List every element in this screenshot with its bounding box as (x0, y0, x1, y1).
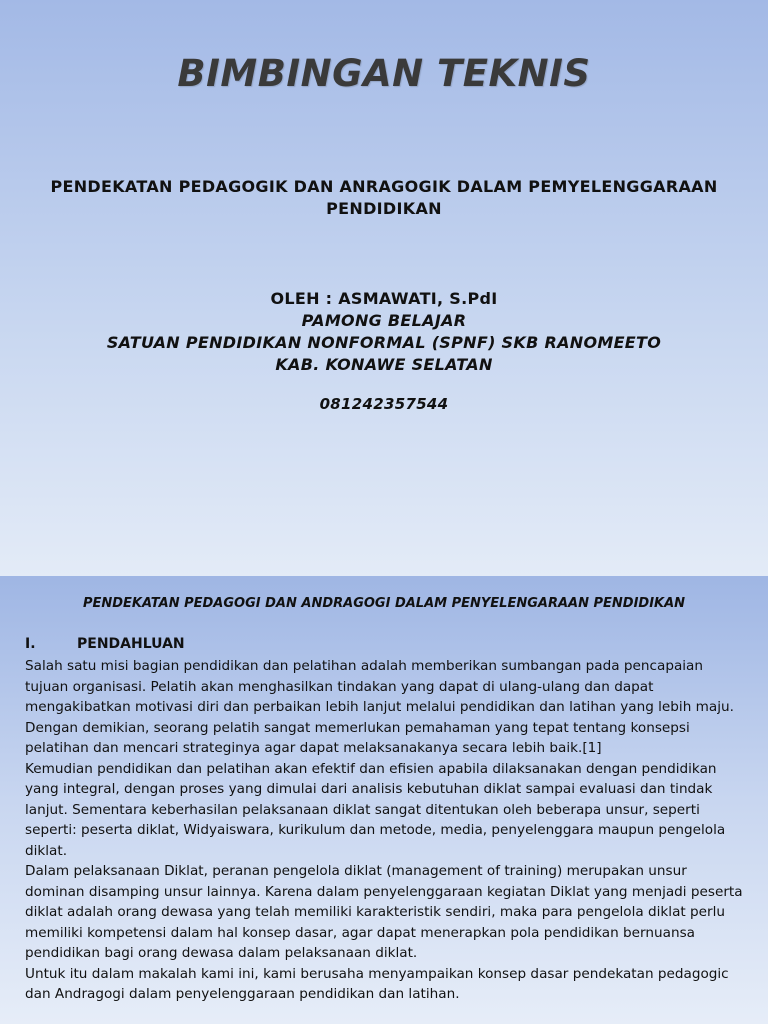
paragraph: Dalam pelaksanaan Diklat, peranan pengelola diklat (management of training) merupakan unsur dominan disamping unsur lainnya. Karena dalam penyelenggaraan kegiatan Diklat yang menjadi peserta diklat adalah orang dewasa yang telah memiliki karakteristik sendiri, maka para pengelola diklat perlu memiliki kompetensi dalam hal konsep dasar, agar dapat menerapkan pola pendidikan bernuansa pendidikan bagi orang dewasa dalam pelaksanaan diklat. (25, 863, 743, 961)
paragraph: Salah satu misi bagian pendidikan dan pelatihan adalah memberikan sumbangan pada pencapaian tujuan organisasi. Pelatih akan menghasilkan tindakan yang dapat di ulang-ulang dan dapat mengakibatkan motivasi diri dan perbaikan lebih lanjut melalui pendidikan dan latihan yang lebih maju. Dengan demikian, seorang pelatih sangat memerlukan pemahaman yang tepat tentang konsepsi pelatihan dan mencari strateginya agar dapat melaksanakanya secara lebih baik.[1] (25, 658, 734, 756)
paragraph: Kemudian pendidikan dan pelatihan akan efektif dan efisien apabila dilaksanakan dengan pendidikan yang integral, dengan proses yang dimulai dari analisis kebutuhan diklat sampai evaluasi dan tindak lanjut. Sementara keberhasilan pelaksanaan diklat sangat ditentukan oleh beberapa unsur, seperti seperti: peserta diklat, Widyaiswara, kurikulum dan metode, media, penyelenggara maupun pengelola diklat. (25, 760, 726, 859)
author-region: KAB. KONAWE SELATAN (275, 355, 493, 374)
author-institution: SATUAN PENDIDIKAN NONFORMAL (SPNF) SKB RANOMEETO (106, 333, 662, 352)
paragraph: Untuk itu dalam makalah kami ini, kami berusaha menyampaikan konsep dasar pendekatan pedagogic dan Andragogi dalam penyelenggaraan pendidikan dan latihan. (25, 965, 729, 1002)
section-heading (25, 636, 185, 652)
body-text (25, 656, 750, 1005)
section-number: I. (25, 636, 36, 652)
section-title: PENDAHLUAN (77, 636, 185, 652)
slide-subtitle: PENDEKATAN PEDAGOGIK DAN ANRAGOGIK DALAM PEMYELENGGARAAN PENDIDIKAN (50, 177, 718, 218)
slide-title: BIMBINGAN TEKNIS (177, 52, 591, 95)
author-name: OLEH : ASMAWATI, S.PdI (270, 289, 498, 308)
author-block (0, 288, 768, 376)
author-role: PAMONG BELAJAR (301, 311, 467, 330)
phone-number: 081242357544 (319, 395, 449, 413)
document-heading: PENDEKATAN PEDAGOGI DAN ANDRAGOGI DALAM PENYELENGARAAN PENDIDIKAN (82, 596, 686, 611)
